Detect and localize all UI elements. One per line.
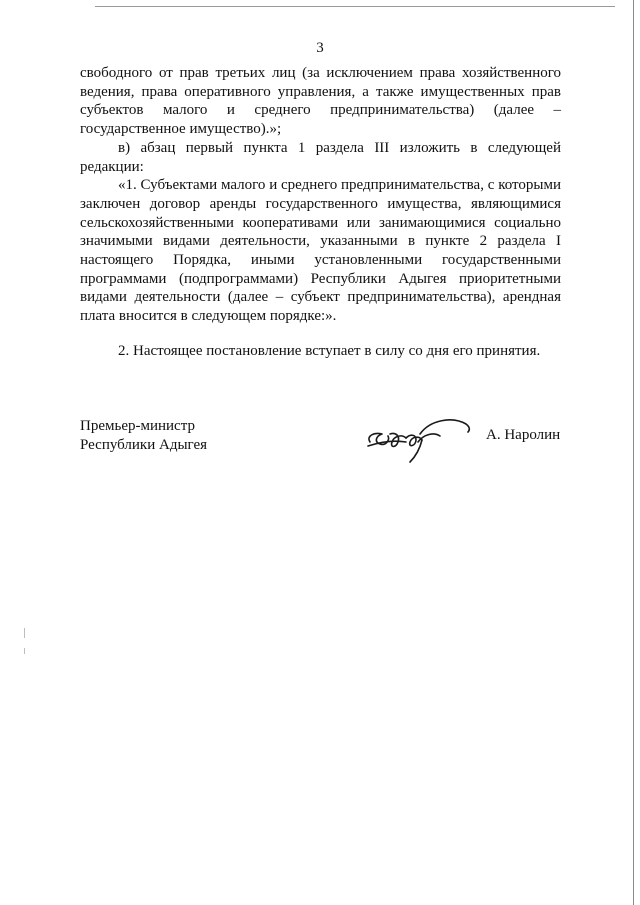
paragraph-continuation: свободного от прав третьих лиц (за исключением права хозяйственного ведения, права оперативного управления, а также имущественных прав субъектов малого и среднего предпринимательства) (далее – государственное имущество).»;	[80, 65, 561, 138]
scan-speck	[24, 628, 25, 638]
signature-icon	[360, 412, 480, 468]
paragraph-amendment-v: в) абзац первый пункта 1 раздела III изложить в следующей редакции:	[80, 139, 561, 175]
page-number: 3	[316, 40, 324, 56]
scan-edge-right	[633, 0, 634, 905]
document-body	[80, 64, 561, 361]
signer-position-line-1: Премьер-министр	[80, 418, 195, 434]
paragraph-new-wording: «1. Субъектами малого и среднего предпринимательства, с которыми заключен договор аренды государственного имущества, являющимися сельскохозяйственными кооперативами или занимающимися социально значимыми видами деятельности, указанными в пункте 2 раздела I настоящего Порядка, иными установленными государственными программами (подпрограммами) Республики Адыгея приоритетными видами деятельности (далее – субъект предпринимательства), арендная плата вносится в следующем порядке:».	[80, 177, 561, 325]
scan-speck	[24, 648, 25, 654]
signer-position	[80, 417, 207, 454]
signer-name: А. Наролин	[486, 427, 561, 443]
paragraph-entry-into-force: 2. Настоящее постановление вступает в силу со дня его принятия.	[118, 342, 541, 359]
signer-position-line-2: Республики Адыгея	[80, 436, 208, 453]
scan-edge-top	[95, 6, 615, 7]
